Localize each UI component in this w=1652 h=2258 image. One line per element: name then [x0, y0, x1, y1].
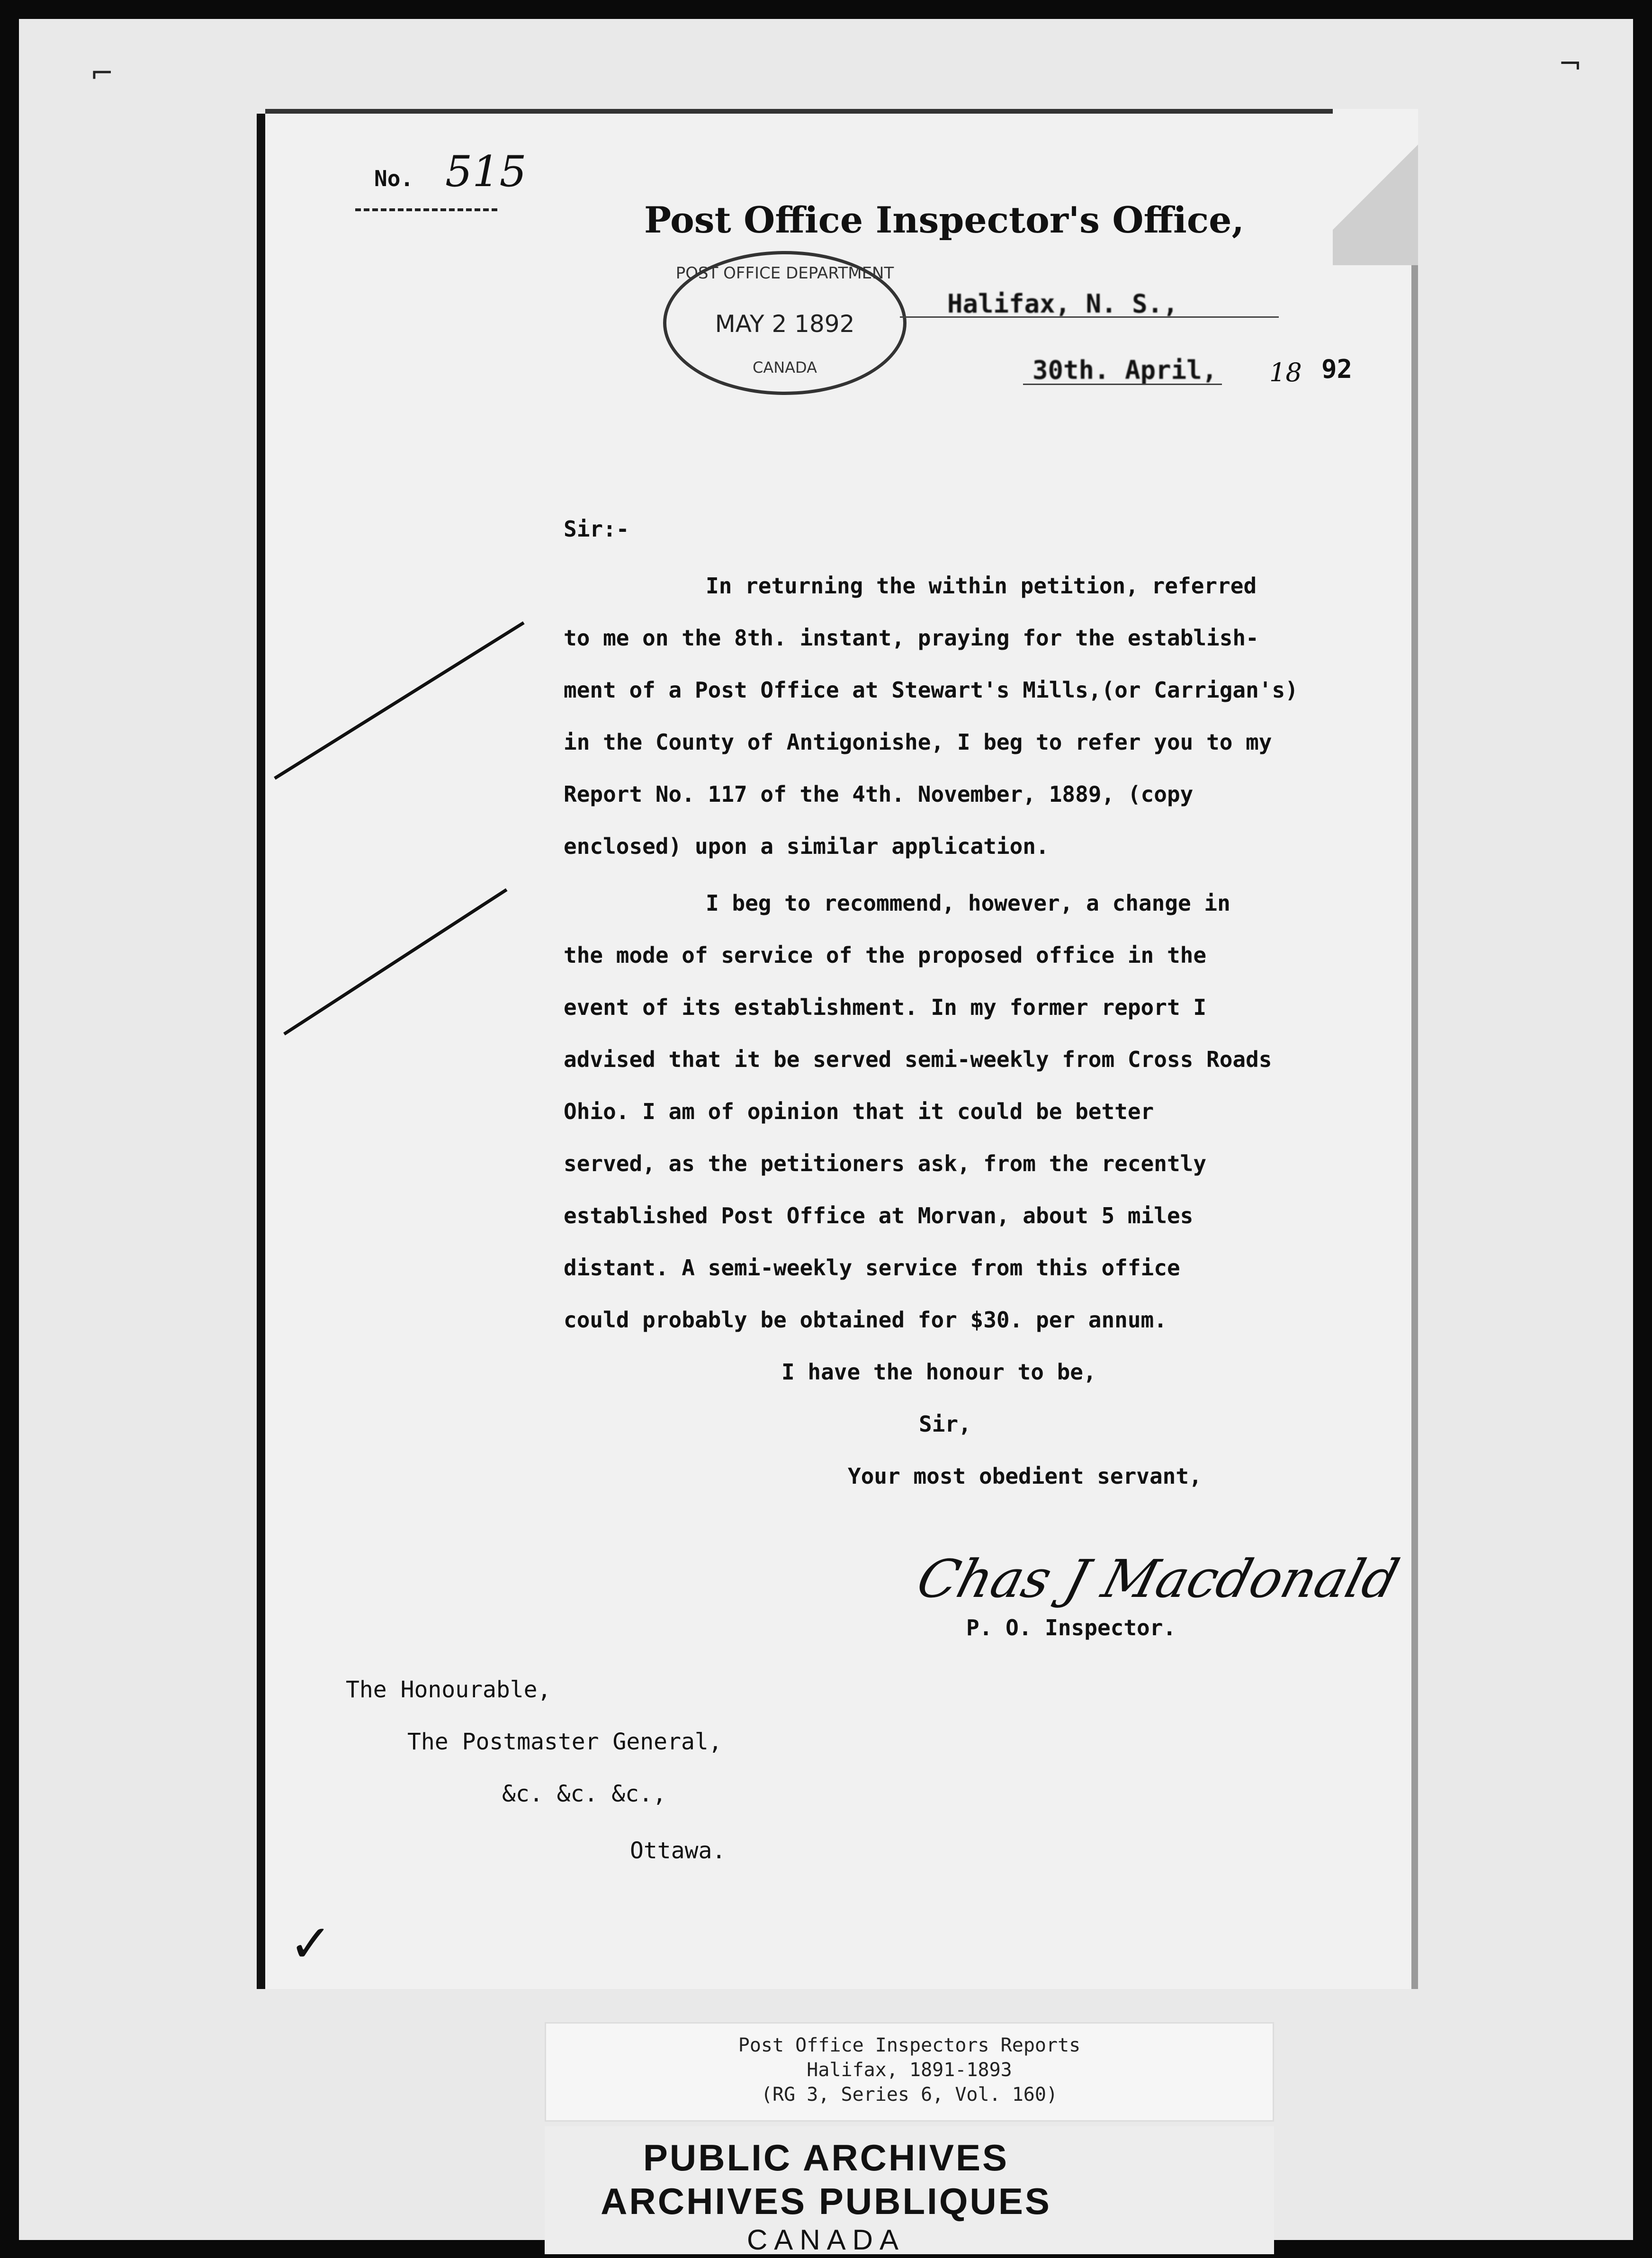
archive-banner	[0, 2136, 1652, 2257]
received-stamp	[663, 251, 907, 395]
closing-line: Sir,	[919, 1411, 971, 1437]
archive-label-line: (RG 3, Series 6, Vol. 160)	[761, 2084, 1058, 2106]
check-mark: ✓	[289, 1913, 333, 1974]
stamp-top-text: POST OFFICE DEPARTMENT	[675, 264, 894, 283]
number-label: No.	[374, 166, 414, 191]
paragraph2-line: distant. A semi-weekly service from this office	[564, 1255, 1180, 1281]
stamp-bottom-text: CANADA	[752, 358, 817, 376]
salutation: Sir:-	[564, 516, 629, 542]
signer-title: P. O. Inspector.	[966, 1615, 1176, 1640]
addressee-line: The Postmaster General,	[407, 1729, 722, 1755]
place: Halifax, N. S.,	[947, 289, 1178, 319]
letter-page	[265, 114, 1418, 1989]
corner-mark-top-right: ¬	[1558, 47, 1582, 81]
paragraph1-line: to me on the 8th. instant, praying for the establish-	[564, 625, 1259, 651]
margin-stroke	[283, 888, 507, 1036]
paragraph1-line: ment of a Post Office at Stewart's Mills,(or Carrigan's)	[564, 677, 1298, 703]
stamp-date: MAY 2 1892	[715, 310, 855, 338]
paragraph2-line: served, as the petitioners ask, from the recently	[564, 1151, 1207, 1176]
corner-mark-top-left: ⌐	[90, 57, 114, 90]
paragraph2-line: established Post Office at Morvan, about 5 miles	[564, 1203, 1194, 1228]
margin-stroke	[274, 621, 524, 780]
addressee-line: Ottawa.	[630, 1837, 726, 1864]
closing-line: Your most obedient servant,	[848, 1463, 1202, 1489]
paragraph2-line: the mode of service of the proposed office in the	[564, 942, 1207, 968]
paragraph1-line: enclosed) upon a similar application.	[564, 833, 1049, 859]
paragraph2-line: advised that it be served semi-weekly from Cross Roads	[564, 1047, 1272, 1072]
signature: Chas J Macdonald	[910, 1549, 1405, 1609]
place-rule	[900, 316, 1279, 318]
paragraph2-line: I beg to recommend, however, a change in	[706, 890, 1230, 916]
archive-banner-line: CANADA	[746, 2224, 906, 2256]
folded-corner	[1333, 109, 1418, 265]
archive-label-line: Post Office Inspectors Reports	[738, 2034, 1081, 2056]
number-underline	[355, 208, 497, 211]
letter-date: 30th. April,	[1032, 355, 1218, 385]
year-prefix: 18	[1269, 358, 1302, 387]
addressee-line: The Honourable,	[346, 1676, 551, 1703]
archive-banner-line: ARCHIVES PUBLIQUES	[601, 2180, 1051, 2222]
paragraph2-line: Ohio. I am of opinion that it could be better	[564, 1099, 1154, 1124]
paragraph2-line: event of its establishment. In my former report I	[564, 995, 1207, 1020]
date-rule	[1023, 384, 1222, 385]
closing-line: I have the honour to be,	[781, 1359, 1096, 1385]
archive-label	[545, 2022, 1274, 2122]
report-number: 515	[445, 147, 527, 197]
paragraph2-line: could probably be obtained for $30. per annum.	[564, 1307, 1167, 1333]
archive-label-line: Halifax, 1891-1893	[807, 2059, 1012, 2081]
year-suffix: 92	[1321, 354, 1353, 384]
paragraph1-line: Report No. 117 of the 4th. November, 1889, (copy	[564, 781, 1194, 807]
addressee-line: &c. &c. &c.,	[502, 1781, 666, 1807]
paragraph1-line: in the County of Antigonishe, I beg to refer you to my	[564, 729, 1272, 755]
archive-banner-line: PUBLIC ARCHIVES	[643, 2137, 1009, 2178]
paragraph1-line: In returning the within petition, referred	[706, 573, 1257, 599]
office-header: Post Office Inspector's Office,	[644, 199, 1244, 241]
